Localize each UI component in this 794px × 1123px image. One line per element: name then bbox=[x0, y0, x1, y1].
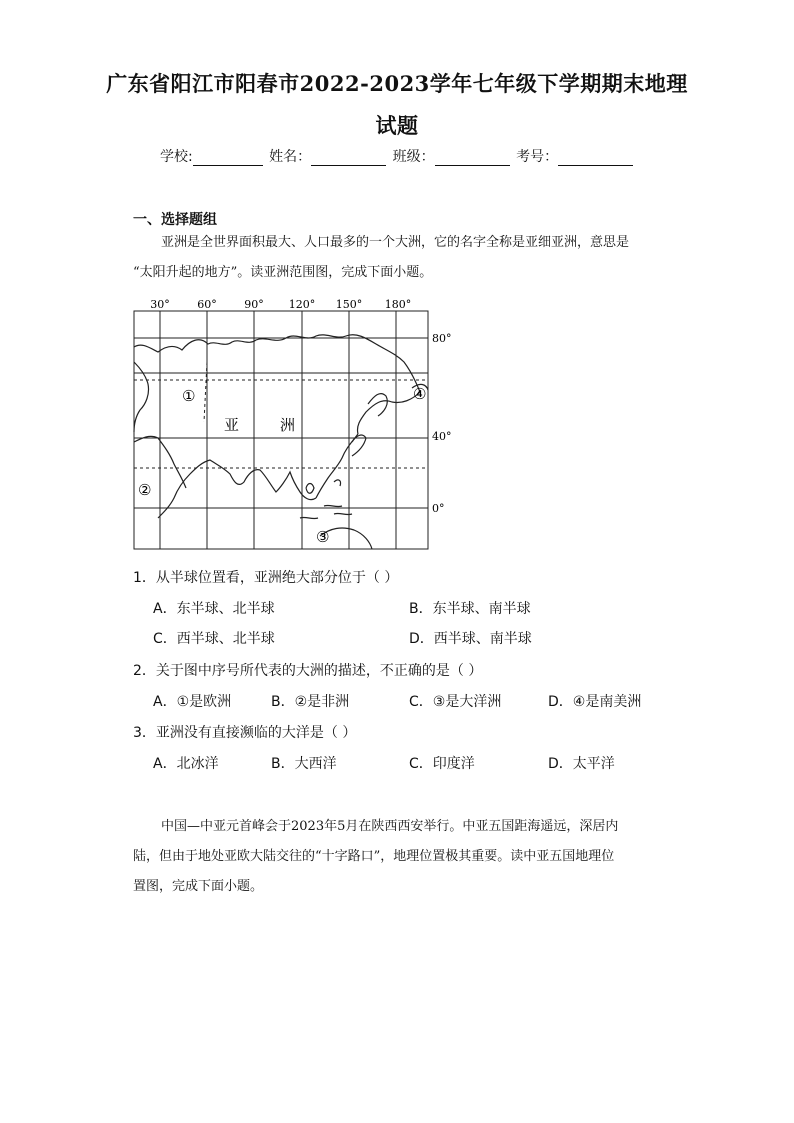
q3-option-d[interactable]: D．太平洋 bbox=[548, 756, 615, 772]
arctic-coast bbox=[134, 335, 420, 392]
lon-label-30: 30° bbox=[150, 298, 170, 311]
student-info-line bbox=[160, 146, 635, 166]
lat-label-80: 80° bbox=[432, 332, 452, 345]
name-blank[interactable] bbox=[311, 151, 386, 166]
q3-option-a[interactable]: A．北冰洋 bbox=[153, 756, 219, 772]
exam-no-blank[interactable] bbox=[558, 151, 633, 166]
indonesia-islands bbox=[300, 505, 352, 518]
passage-line: 陆，但由于地处亚欧大陆交往的“十字路口”，地理位置极其重要。读中亚五国地理位 bbox=[133, 849, 615, 864]
school-label: 学校: bbox=[160, 149, 193, 165]
marker-1: ① bbox=[182, 387, 196, 405]
asia-map bbox=[120, 292, 460, 554]
kamchatka bbox=[368, 394, 387, 416]
coastline bbox=[134, 335, 428, 549]
q2-option-b[interactable]: B．②是非洲 bbox=[271, 694, 350, 710]
lon-label-90: 90° bbox=[244, 298, 264, 311]
passage-asia bbox=[133, 228, 663, 288]
class-blank[interactable] bbox=[435, 151, 510, 166]
exam-no-label: 考号： bbox=[516, 149, 559, 165]
marker-2: ② bbox=[138, 481, 152, 499]
section-heading: 一、选择题组 bbox=[133, 212, 217, 228]
lon-label-120: 120° bbox=[288, 298, 316, 311]
q1-option-b[interactable]: B．东半球、南半球 bbox=[409, 601, 531, 617]
pacific-coast-china bbox=[316, 434, 358, 498]
passage-line: 置图，完成下面小题。 bbox=[133, 879, 264, 894]
tropic-lines bbox=[134, 362, 428, 468]
q1-option-c[interactable]: C．西半球、北半球 bbox=[153, 631, 275, 647]
question-3-stem: 3．亚洲没有直接濒临的大洋是（ ） bbox=[133, 725, 357, 741]
q2-option-a[interactable]: A．①是欧洲 bbox=[153, 694, 232, 710]
taiwan bbox=[334, 480, 341, 486]
lat-label-40: 40° bbox=[432, 430, 452, 443]
school-blank[interactable] bbox=[193, 151, 263, 166]
question-1-stem: 1．从半球位置看，亚洲绝大部分位于（ ） bbox=[133, 570, 399, 586]
south-asia-coast bbox=[158, 460, 316, 518]
q2-option-d[interactable]: D．④是南美洲 bbox=[548, 694, 642, 710]
region-label-zhou: 洲 bbox=[280, 416, 296, 434]
question-2-stem: 2．关于图中序号所代表的大洲的描述，不正确的是（ ） bbox=[133, 663, 483, 679]
class-label: 班级： bbox=[392, 149, 435, 165]
lon-label-180: 180° bbox=[384, 298, 412, 311]
lon-label-150: 150° bbox=[335, 298, 363, 311]
exam-title-line-2: 试题 bbox=[375, 113, 419, 138]
q3-option-c[interactable]: C．印度洋 bbox=[409, 756, 475, 772]
marker-3: ③ bbox=[316, 528, 330, 546]
passage-line: 亚洲是全世界面积最大、人口最多的一个大洲，它的名字全称是亚细亚洲，意思是 bbox=[161, 235, 630, 250]
name-label: 姓名： bbox=[269, 149, 312, 165]
q2-option-c[interactable]: C．③是大洋洲 bbox=[409, 694, 502, 710]
q1-option-d[interactable]: D．西半球、南半球 bbox=[409, 631, 532, 647]
passage-line: “太阳升起的地方”。读亚洲范围图，完成下面小题。 bbox=[133, 265, 433, 280]
q1-option-a[interactable]: A．东半球、北半球 bbox=[153, 601, 275, 617]
exam-title-line-1: 广东省阳江市阳春市2022-2023学年七年级下学期期末地理 bbox=[106, 71, 688, 96]
passage-line: 中国—中亚元首峰会于2023年5月在陕西西安举行。中亚五国距海遥远，深居内 bbox=[161, 819, 619, 834]
lon-label-60: 60° bbox=[197, 298, 217, 311]
hainan bbox=[306, 484, 314, 494]
marker-4: ④ bbox=[413, 385, 427, 403]
passage-central-asia bbox=[133, 812, 663, 902]
lat-label-0: 0° bbox=[432, 502, 445, 515]
region-label-ya: 亚 bbox=[224, 416, 240, 434]
pacific-coast-north bbox=[357, 392, 420, 434]
q3-option-b[interactable]: B．大西洋 bbox=[271, 756, 337, 772]
